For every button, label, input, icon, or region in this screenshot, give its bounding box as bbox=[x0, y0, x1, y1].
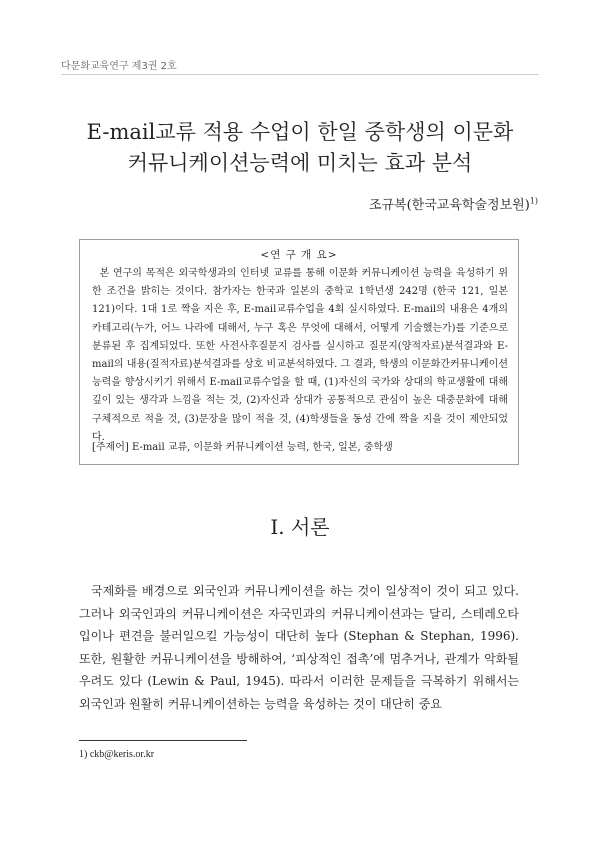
running-head: 다문화교육연구 제3권 2호 bbox=[61, 61, 177, 72]
abstract-box bbox=[79, 239, 519, 465]
header-divider bbox=[61, 74, 539, 75]
title-line-1: E-mail교류 적용 수업이 한일 중학생의 이문화 bbox=[86, 120, 514, 144]
footnote-divider bbox=[79, 740, 247, 741]
author-line bbox=[369, 194, 538, 213]
abstract-keywords: [주제어] E-mail 교류, 이문화 커뮤니케이션 능력, 한국, 일본, 중학생 bbox=[92, 442, 393, 453]
section-paragraph bbox=[79, 580, 519, 715]
paper-title bbox=[40, 117, 560, 179]
section-paragraph-text: 국제화를 배경으로 외국인과 커뮤니케이션을 하는 것이 일상적이 것이 되고 있다. 그러나 외국인과의 커뮤니케이션은 자국민과의 커뮤니케이션과는 달리, 스테레오타입이나 편견을 불러일으킬 가능성이 대단히 높다 (Stephan & Stephan, 1996). 또한, 원활한 커뮤니케이션을 방해하여, ‘피상적인 접촉’에 멈추거나, 관계가 악화될 우려도 있다 (Lewin & Paul, 1945). 따라서 이러한 문제들을 극복하기 위해서는 외국인과 원활히 커뮤니케이션하는 능력을 육성하는 것이 대단히 중요 bbox=[79, 584, 519, 711]
abstract-body bbox=[92, 265, 508, 447]
footnote: 1) ckb@keris.or.kr bbox=[79, 749, 155, 760]
abstract-text: 본 연구의 목적은 외국학생과의 인터넷 교류를 통해 이문화 커뮤니케이션 능력을 육성하기 위한 조건을 밝히는 것이다. 참가자는 한국과 일본의 중학교 1학년생 242명 (한국 121, 일본 121)이다. 1대 1로 짝을 지은 후, E-mail교류수업을 4회 실시하였다. E-mail의 내용은 4개의 카테고리(누가, 어느 나라에 대해서, 누구 혹은 무엇에 대해서, 어떻게 기술했는가)를 기준으로 분류된 후 집계되었다. 또한 사전사후질문지 검사를 실시하고 질문지(양적자료)분석결과와 E-mail의 내용(질적자료)분석결과를 상호 비교분석하였다. 그 결과, 학생의 이문화간커뮤니케이션 능력을 향상시키기 위해서 E-mail교류수업을 할 때, (1)자신의 국가와 상대의 학교생활에 대해 깊이 있는 생각과 느낌을 적는 것, (2)자신과 상대가 공통적으로 관심이 높은 대중문화에 대해 구체적으로 적을 것, (3)문장을 많이 적을 것, (4)학생들을 동성 간에 짝을 지을 것이 제안되었다. bbox=[92, 268, 509, 443]
abstract-heading: <연 구 개 요> bbox=[260, 249, 338, 261]
title-line-2: 커뮤니케이션능력에 미치는 효과 분석 bbox=[127, 151, 473, 175]
author-footnote-mark: 1) bbox=[529, 196, 538, 206]
author-name: 조규복(한국교육학술정보원) bbox=[368, 198, 530, 213]
section-title: Ⅰ. 서론 bbox=[270, 515, 330, 539]
